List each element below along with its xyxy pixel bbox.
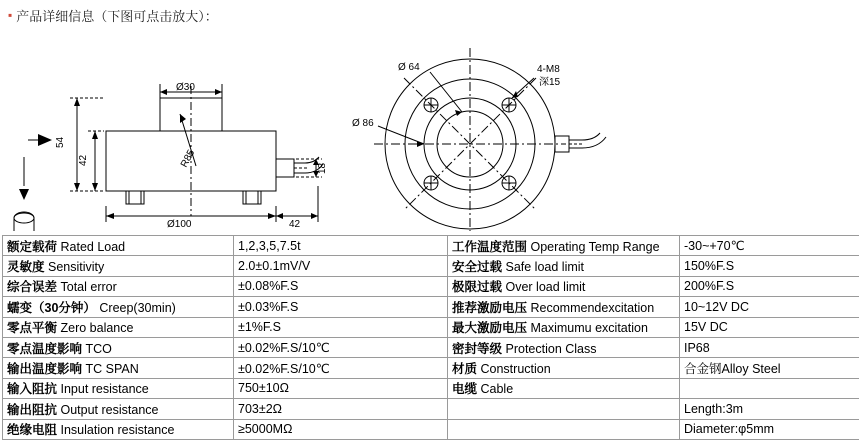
dim-42-label: 42 [78,154,89,166]
spec-label2-en: Safe load limit [506,260,585,274]
dim-d64-label: Ø 64 [398,62,420,73]
spec-value-cell: 750±10Ω [234,378,448,398]
spec-value-cell: 1,2,3,5,7.5t [234,236,448,256]
spec-label-en: Creep(30min) [99,301,175,315]
product-diagram[interactable] [0,26,859,231]
table-row [3,317,859,337]
holes-label: 4-M8 [537,64,560,75]
spec-label2-en: Cable [481,382,514,396]
spec-value2-cell: 150%F.S [680,256,859,276]
spec-value-cell: ±0.02%F.S/10℃ [234,337,448,357]
dim-r85-label: R85 [179,148,198,170]
spec-label-cn: 灵敏度 [7,260,45,274]
spec-label-cn: 蠕变（30分钟） [7,301,96,315]
spec-label-en: Insulation resistance [61,423,175,437]
spec-label-cell [3,337,234,357]
spec-label2-cell [448,378,680,398]
spec-label-cell [3,399,234,419]
spec-label-en: Sensitivity [48,260,104,274]
spec-label-cn: 绝缘电阻 [7,423,57,437]
dim-54-label: 54 [55,136,66,148]
table-row [3,256,859,276]
spec-label2-cn: 推荐激励电压 [452,301,527,315]
dim-d100-label: Ø100 [167,219,192,230]
spec-value2-cell: -30~+70℃ [680,236,859,256]
spec-value-cell: ±0.03%F.S [234,297,448,317]
bullet-icon: ▪ [8,9,12,21]
spec-label2-en: Construction [481,362,551,376]
technical-drawing-svg [0,26,859,231]
spec-table-wrapper [0,235,859,440]
spec-label2-cn: 最大激励电压 [452,321,527,335]
spec-value2-cell: 合金钢Alloy Steel [680,358,859,378]
table-row [3,297,859,317]
dim-18-label: 18 [317,162,328,174]
spec-label2-en: Maximumu excitation [531,321,648,335]
spec-label2-en: Protection Class [506,342,597,356]
spec-label-cn: 综合误差 [7,280,57,294]
spec-label-cell [3,236,234,256]
spec-label2-cell [448,358,680,378]
spec-value2-cell: 10~12V DC [680,297,859,317]
spec-value2-cell: Length:3m [680,399,859,419]
spec-label-en: Zero balance [61,321,134,335]
spec-label-cell [3,358,234,378]
spec-value-cell: ±0.08%F.S [234,276,448,296]
dim-d86-label: Ø 86 [352,118,374,129]
spec-label-cn: 输出温度影响 [7,362,82,376]
spec-label-en: Output resistance [61,403,159,417]
table-row [3,399,859,419]
spec-label-en: Input resistance [61,382,149,396]
spec-label2-en: Over load limit [506,280,586,294]
spec-label-en: TCO [86,342,112,356]
load-direction-icon [14,134,52,231]
spec-label2-cell [448,297,680,317]
spec-label2-cn: 工作温度范围 [452,240,527,254]
dim-d30-label: Ø30 [176,82,195,93]
spec-label2-cell-empty [448,419,680,439]
spec-label-cn: 额定载荷 [7,240,57,254]
spec-value2-cell [680,378,859,398]
spec-label2-cn: 安全过载 [452,260,502,274]
spec-label-cell [3,378,234,398]
dim-42b-label: 42 [289,219,301,230]
spec-value2-cell: IP68 [680,337,859,357]
spec-value-cell: ±0.02%F.S/10℃ [234,358,448,378]
spec-value-cell: ≥5000MΩ [234,419,448,439]
spec-label-cell [3,297,234,317]
table-row [3,378,859,398]
spec-label2-cell [448,317,680,337]
spec-table-body [3,236,859,440]
page-title: 产品详细信息（下图可点击放大）： [16,6,218,25]
spec-label-cn: 输出阻抗 [7,403,57,417]
table-row [3,337,859,357]
spec-value2-cell: Diameter:φ5mm [680,419,859,439]
spec-label-cell [3,317,234,337]
spec-label2-cn: 材质 [452,362,477,376]
spec-value2-cell: 15V DC [680,317,859,337]
spec-label-en: TC SPAN [86,362,139,376]
spec-value-cell: 703±2Ω [234,399,448,419]
spec-label2-cell [448,276,680,296]
spec-value-cell: ±1%F.S [234,317,448,337]
spec-label2-cn: 极限过载 [452,280,502,294]
spec-label2-cell [448,236,680,256]
spec-label2-en: Recommendexcitation [531,301,655,315]
spec-label2-cell [448,256,680,276]
table-row [3,358,859,378]
depth-label: 深15 [539,76,561,88]
spec-label2-cell [448,337,680,357]
spec-label-cell [3,276,234,296]
specification-table [2,235,859,440]
spec-label-en: Total error [61,280,117,294]
spec-value2-cell: 200%F.S [680,276,859,296]
spec-label-cell [3,419,234,439]
spec-label-cell [3,256,234,276]
table-row [3,419,859,439]
table-row [3,236,859,256]
spec-label-cn: 输入阻抗 [7,382,57,396]
spec-label2-en: Operating Temp Range [531,240,660,254]
spec-label-cn: 零点温度影响 [7,342,82,356]
spec-label-cn: 零点平衡 [7,321,57,335]
spec-label2-cn: 电缆 [452,382,477,396]
spec-label-en: Rated Load [61,240,126,254]
spec-label2-cn: 密封等级 [452,342,502,356]
spec-label2-cell-empty [448,399,680,419]
page-header [0,4,859,26]
spec-value-cell: 2.0±0.1mV/V [234,256,448,276]
table-row [3,276,859,296]
